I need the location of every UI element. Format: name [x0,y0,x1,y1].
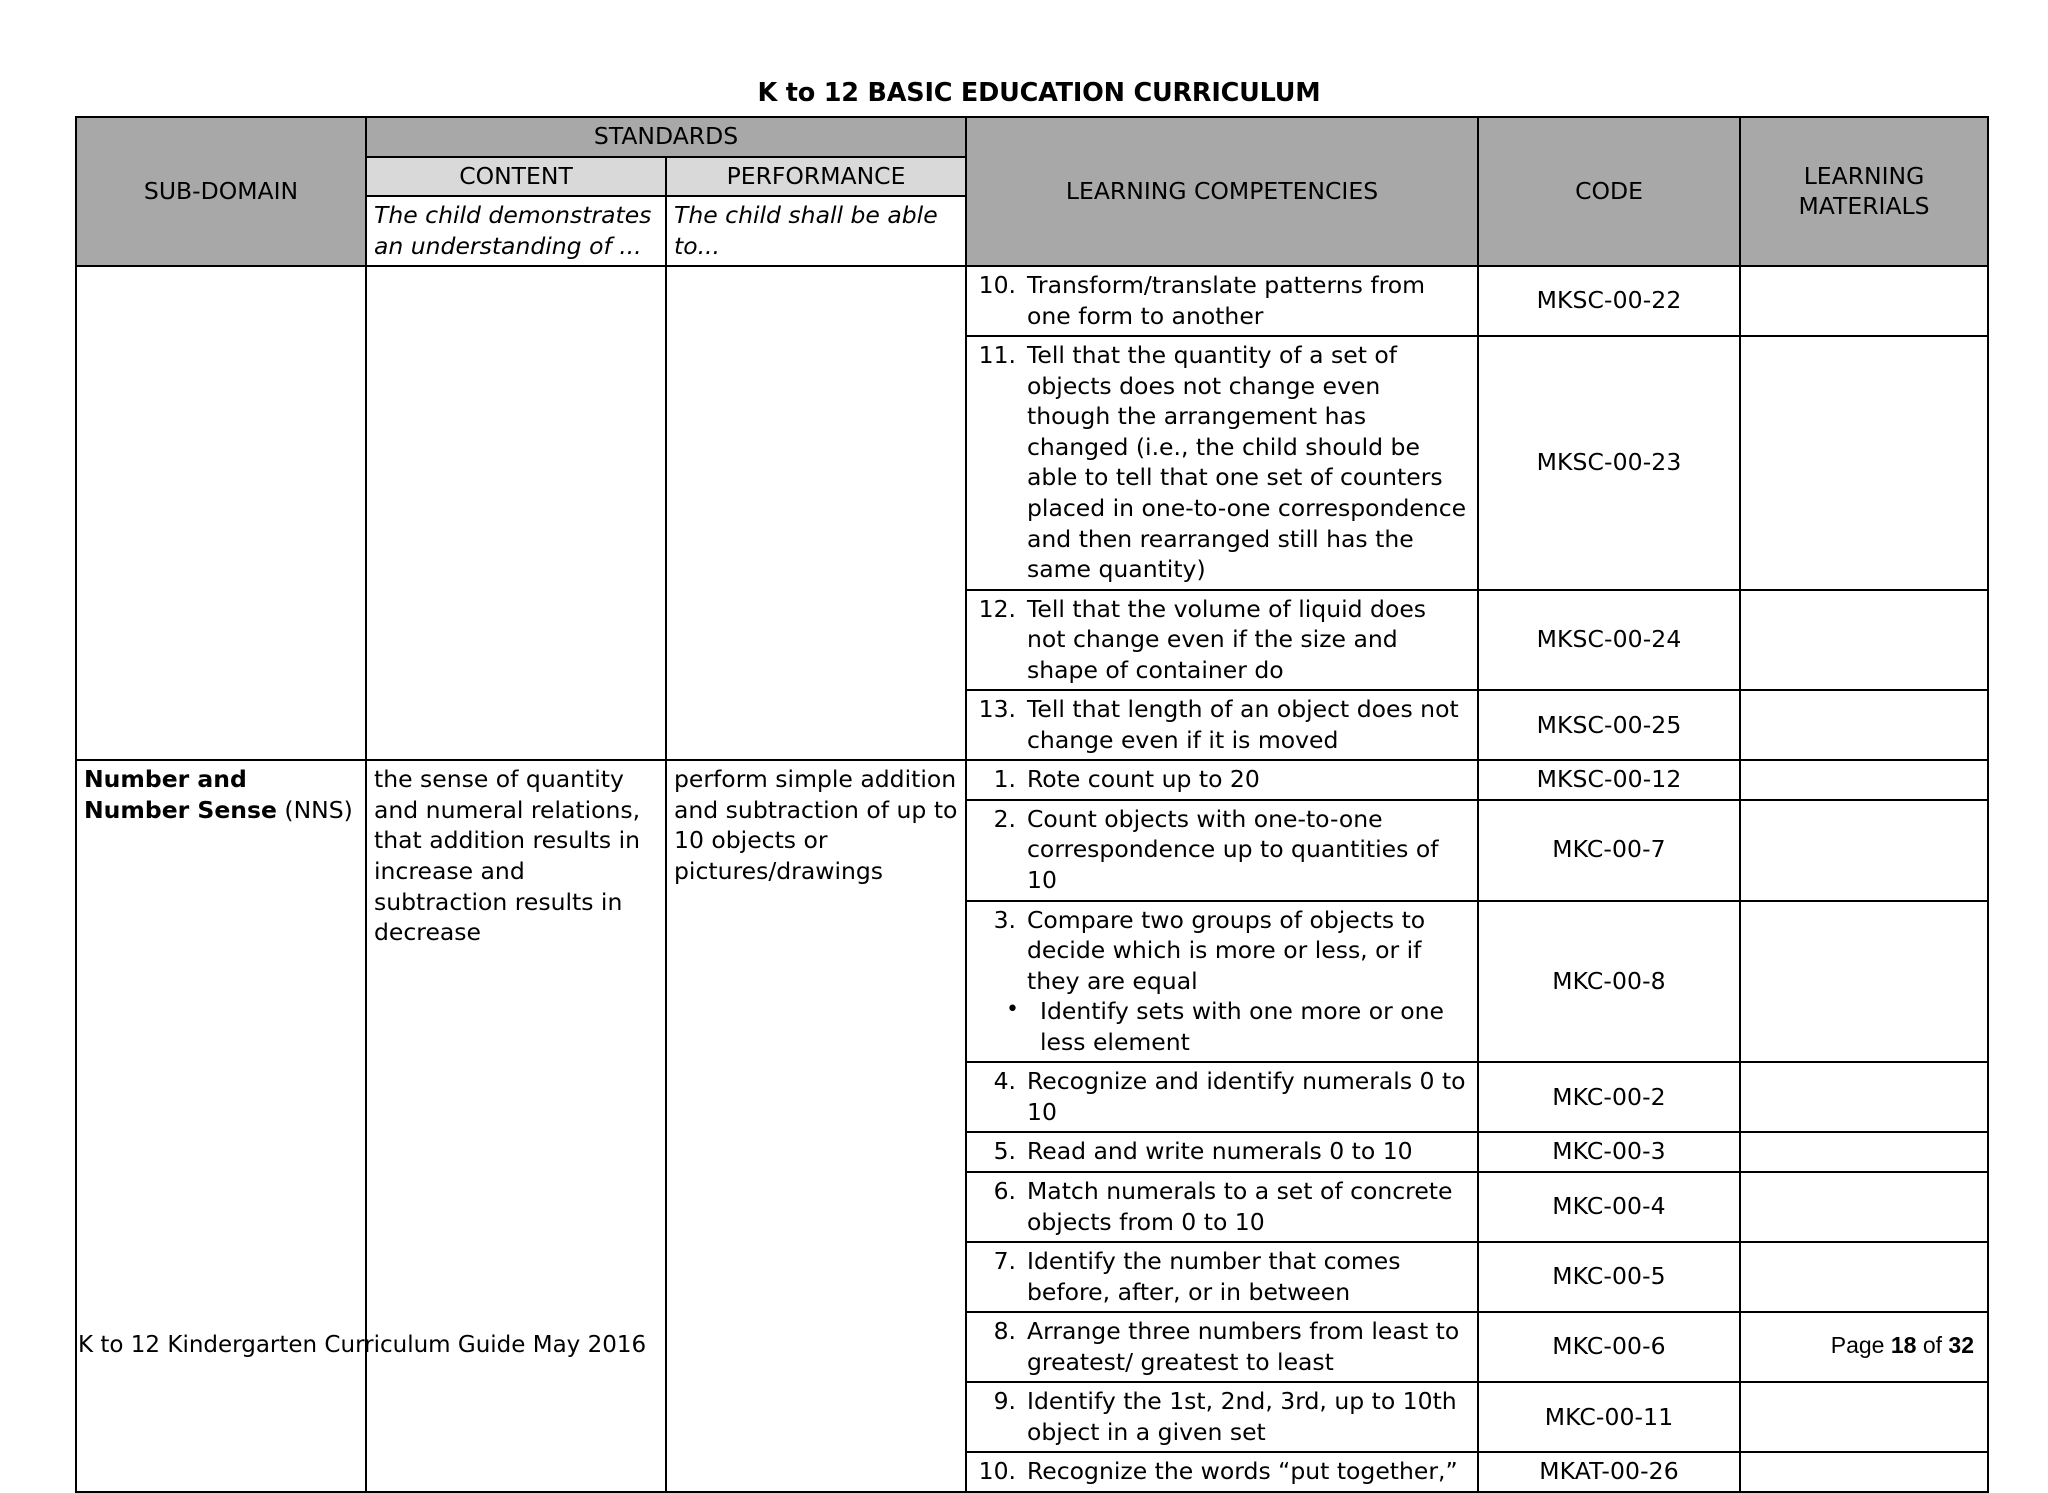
cell-learning-competency [966,901,1478,1063]
cell-learning-competency [966,800,1478,901]
column-header-learning-materials: LEARNING MATERIALS [1740,117,1988,266]
cell-learning-materials [1740,690,1988,760]
competency-text: Tell that the volume of liquid does not change even if the size and shape of container do [1027,594,1427,684]
competency-entry [974,804,1470,896]
cell-learning-competency [966,1382,1478,1452]
cell-sub-domain [76,760,366,1491]
table-body [76,266,1988,1492]
footer-of-word: of [1922,1332,1943,1358]
competency-text: Rote count up to 20 [1027,765,1260,794]
competency-entry [974,270,1470,331]
competency-text: Compare two groups of objects to decide which is more or less, or if they are equal [1027,905,1426,995]
cell-learning-competency [966,336,1478,589]
footer-document-label: K to 12 Kindergarten Curriculum Guide May 2016 [78,1332,647,1358]
cell-learning-materials [1740,760,1988,800]
cell-content-standard: the sense of quantity and numeral relations, that addition results in increase and subtraction results in decrease [366,760,666,1491]
competency-entry [974,694,1470,755]
cell-code: MKSC-00-25 [1478,690,1740,760]
competency-number: 12. [978,594,1017,623]
cell-learning-materials [1740,590,1988,691]
column-header-standards: STANDARDS [366,117,966,157]
footer-page-total: 32 [1948,1332,1974,1358]
competency-text: Tell that the quantity of a set of objects does not change even though the arrangement has changed (i.e., the child should be able to tell that one set of counters placed in one-to-one correspondence and then rearranged still has the same quantity) [1027,341,1467,584]
competency-number: 5. [993,1137,1017,1166]
competency-entry [974,905,1470,997]
performance-standard-note: The child shall be able to... [666,196,966,266]
competency-entry [974,1066,1470,1127]
competency-sub-item-text: Identify sets with one more or one less element [1040,997,1444,1056]
cell-learning-materials [1740,1452,1988,1492]
cell-code: MKSC-00-23 [1478,336,1740,589]
cell-learning-competency [966,1452,1478,1492]
cell-code: MKC-00-8 [1478,901,1740,1063]
cell-learning-competency [966,1172,1478,1242]
cell-learning-materials [1740,800,1988,901]
table-row [76,266,1988,336]
cell-content-standard [366,266,666,760]
column-header-learning-competencies: LEARNING COMPETENCIES [966,117,1478,266]
competency-number: 6. [993,1176,1017,1205]
competency-text: Match numerals to a set of concrete objects from 0 to 10 [1027,1176,1453,1236]
cell-code: MKC-00-4 [1478,1172,1740,1242]
cell-learning-materials [1740,1132,1988,1172]
cell-learning-materials [1740,336,1988,589]
competency-number: 11. [978,341,1017,370]
competency-entry [974,1136,1470,1167]
curriculum-table [75,116,1989,1493]
competency-text: Tell that length of an object does not change even if it is moved [1027,695,1459,754]
cell-learning-competency [966,1132,1478,1172]
competency-number: 1. [993,765,1017,794]
competency-entry [974,1386,1470,1447]
competency-text: Arrange three numbers from least to greatest/ greatest to least [1027,1317,1460,1376]
table-header [76,117,1988,266]
footer-page-number: 18 [1890,1332,1917,1358]
cell-learning-materials [1740,1382,1988,1452]
cell-performance-standard: perform simple addition and subtraction of up to 10 objects or pictures/drawings [666,760,966,1491]
table-row [76,760,1988,800]
column-header-sub-domain: SUB-DOMAIN [76,117,366,266]
cell-learning-competency [966,690,1478,760]
competency-text: Identify the number that comes before, after, or in between [1027,1247,1401,1306]
cell-code: MKC-00-5 [1478,1242,1740,1312]
competency-entry [974,764,1470,795]
cell-code: MKSC-00-22 [1478,266,1740,336]
cell-learning-materials [1740,266,1988,336]
competency-number: 4. [993,1067,1017,1096]
bullet-icon: • [1006,997,1019,1023]
competency-number: 8. [993,1317,1017,1346]
sub-domain-abbreviation: (NNS) [276,795,353,824]
cell-learning-competency [966,1312,1478,1382]
competency-entry [974,340,1470,584]
competency-number: 13. [978,695,1017,724]
cell-code: MKC-00-3 [1478,1132,1740,1172]
cell-performance-standard [666,266,966,760]
competency-number: 3. [993,905,1017,934]
cell-learning-competency [966,266,1478,336]
cell-code: MKSC-00-24 [1478,590,1740,691]
cell-code: MKC-00-11 [1478,1382,1740,1452]
competency-sub-item [974,996,1470,1057]
cell-code: MKSC-00-12 [1478,760,1740,800]
competency-text: Transform/translate patterns from one form to another [1027,271,1426,330]
competency-number: 2. [993,804,1017,833]
competency-number: 7. [993,1247,1017,1276]
competency-text: Read and write numerals 0 to 10 [1027,1137,1413,1166]
column-header-code: CODE [1478,117,1740,266]
cell-learning-competency [966,1242,1478,1312]
cell-learning-materials [1740,901,1988,1063]
page-title: K to 12 BASIC EDUCATION CURRICULUM [757,78,1321,108]
column-header-performance: PERFORMANCE [666,157,966,197]
competency-entry [974,1246,1470,1307]
cell-learning-competency [966,590,1478,691]
footer-page-indicator [1831,1332,1974,1359]
competency-text: Identify the 1st, 2nd, 3rd, up to 10th object in a given set [1027,1387,1457,1446]
cell-learning-materials [1740,1172,1988,1242]
competency-entry [974,1176,1470,1237]
cell-learning-materials [1740,1062,1988,1132]
cell-sub-domain [76,266,366,760]
cell-learning-competency [966,760,1478,800]
cell-learning-competency [966,1062,1478,1132]
competency-entry [974,1316,1470,1377]
competency-text: Recognize and identify numerals 0 to 10 [1027,1067,1466,1126]
content-standard-note: The child demonstrates an understanding of ... [366,196,666,266]
competency-text: Recognize the words “put together,” [1027,1457,1458,1486]
competency-text: Count objects with one-to-one correspondence up to quantities of 10 [1027,804,1439,895]
cell-code: MKAT-00-26 [1478,1452,1740,1492]
cell-learning-materials [1740,1242,1988,1312]
competency-entry [974,594,1470,686]
competency-entry [974,1456,1470,1487]
cell-code: MKC-00-2 [1478,1062,1740,1132]
competency-number: 9. [993,1387,1017,1416]
competency-number: 10. [978,271,1017,300]
cell-code: MKC-00-7 [1478,800,1740,901]
footer-page-word: Page [1830,1332,1885,1358]
cell-code: MKC-00-6 [1478,1312,1740,1382]
competency-number: 10. [978,1457,1017,1486]
sub-domain-name: Number and Number Sense [84,765,277,824]
column-header-content: CONTENT [366,157,666,197]
header-row-1 [76,117,1988,157]
